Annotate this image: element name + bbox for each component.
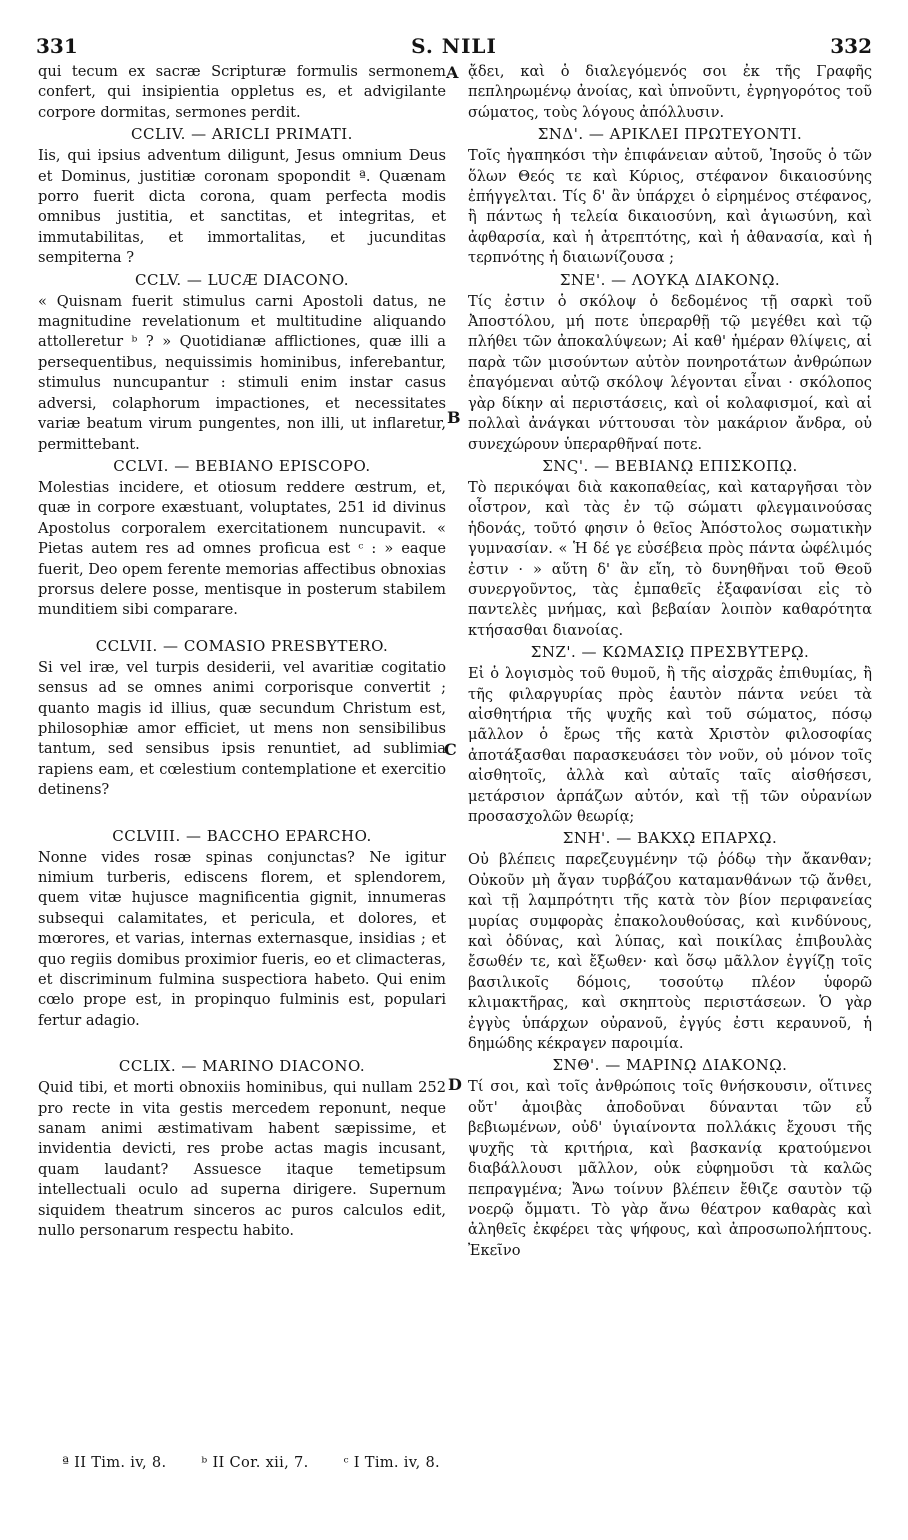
latin-section-heading: CCLV. — LUCÆ DIACONO. — [134, 270, 350, 289]
latin-section-heading: CCLVI. — BEBIANO EPISCOPO. — [113, 456, 371, 475]
latin-paragraph: Si vel iræ, vel turpis desiderii, vel avaritiæ cogitatio sensus ad se omnes animi corporisque convertit ; quanto magis id illius, quæ secundum Christum est, philosophiæ amor efficiet, ut mens non sensibilibus tantum, sed sensibus ipsis renuntiet, ad sublimia rapiens eam, et cœlestium contemplatione et exercitio detinens? — [38, 658, 446, 799]
greek-section-heading: ΣΝΗ'. — ΒΑΚΧῼ ΕΠΑΡΧῼ. — [562, 829, 778, 848]
greek-paragraph: Τοῖς ἠγαπηκόσι τὴν ἐπιφάνειαν αὐτοῦ, Ἰησοῦς ὁ τῶν ὅλων Θεός τε καὶ Κύριος, στέφανον δικαιοσύνης ἐπήγγελται. Τίς δ' ἂν ὑπάρχει ὁ εἰρημένος στέφανος, ἢ πάντως ἡ τελεία δικαιοσύνη, καὶ ἁγιωσύνη, καὶ ἀφθαρσία, καὶ ἡ ἀτρεπτότης, καὶ ἡ ἀθανασία, καὶ ἡ τερπνότης ἡ διαιωνίζουσα ; — [468, 147, 872, 267]
latin-paragraph: « Quisnam fuerit stimulus carni Apostoli datus, ne magnitudine revelationum et multitudine aliquando attolleretur ᵇ ? » Quotidianæ afflictiones, quæ illi a persequentibus, nequissimis hominibus, inferebantur, stimulus nuncupantur : stimuli enim instar casus adversi, colaphorum impactiones, et necessitates variæ beatum virum pungentes, non illi, ut inflaretur, permittebant. — [38, 292, 446, 453]
greek-paragraph: Τὸ περικόψαι διὰ κακοπαθείας, καὶ καταργῆσαι τὸν οἶστρον, καὶ τὰς ἐν τῷ σώματι φλεγμαινούσας ἡδονάς, τοῦτό φησιν ὁ θεῖος Ἀπόστολος σωματικὴν γυμνασίαν. « Ἡ δέ γε εὐσέβεια πρὸς πάντα ὠφέλιμός ἐστιν · » αὕτη δ' ἂν εἴη, τὸ δυνηθῆναι τοῦ Θεοῦ συνεργοῦντος, τὰς ἐμπαθεῖς ἐξαφανίσαι εἰς τὸ παντελὲς μνήμας, καὶ βεβαίαν λοιπὸν καθαρότητα κτήσασθαι διανοίας. — [468, 478, 872, 639]
footnotes — [62, 1454, 470, 1471]
latin-paragraph: Nonne vides rosæ spinas conjunctas? Ne igitur nimium turberis, ediscens florem, et splendorem, quem vitæ hujusce magnificentia gignit, innumeras subsequi calamitates, et pericula, et dolores, et mœrores, et varias, internas externasque, insidias ; et quo regiis domibus proximior fueris, eo et climacteras, et discriminum fulmina suspectiora habeto. Qui enim cœlo prope est, in propinquo fulminis est, populari fertur adagio. — [38, 848, 446, 1029]
footnote-c: ᶜ I Tim. iv, 8. — [343, 1454, 440, 1471]
spacer — [38, 801, 446, 825]
latin-column — [38, 62, 446, 1242]
greek-section-heading: ΣΝΘ'. — ΜΑΡΙΝῼ ΔΙΑΚΟΝῼ. — [552, 1056, 788, 1075]
latin-paragraph: Iis, qui ipsius adventum diligunt, Jesus omnium Deus et Dominus, justitiæ coronam spopondit ª. Quænam porro fuerit dicta corona, quam perfecta modis omnibus justitia, et sanctitas, et integritas, et immutabilitas, et immortalitas, et jucunditas sempiterna ? — [38, 147, 446, 267]
greek-section-heading: ΣΝϚ'. — ΒΕΒΙΑΝῼ ΕΠΙΣΚΟΠῼ. — [542, 456, 798, 475]
greek-paragraph: ᾄδει, καὶ ὁ διαλεγόμενός σοι ἐκ τῆς Γραφῆς πεπληρωμένῳ ἀνοίας, καὶ ὑπνοῦντι, ἐγρηγορότος τοῦ σώματος, τοὺς λόγους ἀπόλλυσιν. — [468, 63, 872, 121]
footnote-a: ª II Tim. iv, 8. — [62, 1454, 167, 1471]
greek-paragraph: Τί σοι, καὶ τοῖς ἀνθρώποις τοῖς θνήσκουσιν, οἵτινες οὔτ' ἀμοιβὰς ἀποδοῦναι δύνανται τῶν εὖ βεβιωμένων, οὐδ' ὑγιαίνοντα πολλάκις ἔχουσι τῆς ψυχῆς τὰ κριτήρια, καὶ βασκανίᾳ κρατούμενοι διαβάλλουσι μᾶλλον, οὐκ εὐφημοῦσι τὰ καλῶς πεπραγμένα; Ἄνω τοίνυν βλέπειν ἔθιζε σαυτὸν τῷ νοερῷ ὄμματι. Τὸ γὰρ ἄνω θέατρον καθαρὰς καὶ ἀληθεῖς ἐκφέρει τὰς ψήφους, καὶ ἀπροσωπολήπτους. Ἐκεῖνο — [468, 1078, 872, 1259]
latin-paragraph: qui tecum ex sacræ Scripturæ formulis sermonem confert, qui insipientia oppletus es, et advigilante corpore dormitas, sermones perdit. — [38, 63, 446, 121]
spacer — [38, 621, 446, 635]
greek-paragraph: Οὐ βλέπεις παρεζευγμένην τῷ ῥόδῳ τὴν ἄκανθαν; Οὐκοῦν μὴ ἄγαν τυρβάζου καταμανθάνων τῷ ἄνθει, καὶ τῇ λαμπρότητι τῆς κατὰ τὸν βίον περιφανείας μυρίας συμφορὰς ἐπακολουθούσας, καὶ κινδύνους, καὶ ὀδύνας, καὶ λύπας, καὶ ποικίλας ἐπιβουλὰς ἔσωθέν τε, καὶ ἔξωθεν· καὶ ὅσῳ μᾶλλον ἐγγίζῃ τοῖς βασιλικοῖς δόμοις, τοσούτῳ πλέον ὑφορῶ κλιμακτῆρας, καὶ σκηπτοὺς περιστάσεων. Ὁ γὰρ ἐγγὺς ὑπάρχων οὐρανοῦ, ἐγγύς ἐστι κεραυνοῦ, ἡ δημώδης κέκραγεν παροιμία. — [468, 851, 872, 1053]
latin-section-heading: CCLIX. — MARINO DIACONO. — [118, 1057, 366, 1076]
page-number-left: 331 — [36, 34, 78, 58]
footnote-b: ᵇ II Cor. xii, 7. — [201, 1454, 309, 1471]
latin-section-heading: CCLVIII. — BACCHO EPARCHO. — [112, 826, 372, 845]
margin-marker-d: D — [448, 1075, 462, 1094]
greek-section-heading: ΣΝΖ'. — ΚΩΜΑΣΙῼ ΠΡΕΣΒΥΤΕΡῼ. — [530, 643, 810, 662]
greek-paragraph: Τίς ἐστιν ὁ σκόλοψ ὁ δεδομένος τῇ σαρκὶ τοῦ Ἀποστόλου, μή ποτε ὑπεραρθῇ τῷ μεγέθει καὶ τῷ πλήθει τῶν ἀποκαλύψεων; Αἱ καθ' ἡμέραν θλίψεις, αἱ παρὰ τῶν μισούντων αὐτὸν πονηροτάτων ἀνθρώπων ἐπαγόμεναι αὐτῷ σκόλοψ λέγονται εἶναι · σκόλοπος γὰρ δίκην αἱ περιστάσεις, καὶ οἱ κολαφισμοί, καὶ αἱ πολλαὶ ἀνάγκαι νύττουσαι τὸν μακάριον ἄνδρα, οὐ συνεχώρουν ὑπεραρθῆναί ποτε. — [468, 292, 872, 453]
running-title: S. NILI — [411, 34, 497, 58]
greek-section-heading: ΣΝΕ'. — ΛΟΥΚᾼ ΔΙΑΚΟΝῼ. — [559, 270, 781, 289]
margin-marker-c: C — [444, 740, 457, 759]
latin-section-heading: CCLVII. — COMASIO PRESBYTERO. — [95, 636, 389, 655]
latin-paragraph: Molestias incidere, et otiosum reddere œstrum, et, quæ in corpore exæstuant, voluptates, 251 id divinus Apostolus corporalem exercitationem nuncupavit. « Pietas autem res ad omnes proficua est ᶜ : » eaque fuerit, Deo opem ferente memorias affectibus obnoxias prorsus delere posse, mentisque in posterum stabilem munditiem sibi comparare. — [38, 478, 446, 619]
greek-paragraph: Εἰ ὁ λογισμὸς τοῦ θυμοῦ, ἢ τῆς αἰσχρᾶς ἐπιθυμίας, ἢ τῆς φιλαργυρίας πρὸς ἑαυτὸν πάντα νεύει τὰ αἰσθητήρια τῆς ψυχῆς καὶ τοῦ σώματος, πόσῳ μᾶλλον ὁ ἔρως τῆς κατὰ Χριστὸν φιλοσοφίας ἀποτάξασθαι παρασκευάσει τὸν νοῦν, οὐ μόνον τοῖς αἰσθητοῖς, ἀλλὰ καὶ αὐταῖς ταῖς αἰσθήσεσι, μετάρσιον ἁρπάζων αὐτόν, καὶ τῇ τῶν οὐρανίων προσασχολῶν θεωρίᾳ; — [468, 665, 872, 825]
running-header — [36, 34, 872, 58]
greek-section-heading: ΣΝΔ'. — ΑΡΙΚΛΕΙ ΠΡΩΤΕΥΟΝΤΙ. — [537, 125, 803, 144]
greek-column — [468, 62, 872, 1261]
margin-marker-b: B — [447, 408, 461, 427]
latin-section-heading: CCLIV. — ARICLI PRIMATI. — [131, 125, 353, 144]
page-number-right: 332 — [830, 34, 872, 58]
margin-marker-a: A — [446, 63, 459, 82]
spacer — [38, 1031, 446, 1055]
latin-paragraph: Quid tibi, et morti obnoxiis hominibus, qui nullam 252 pro recte in vita gestis mercedem reponunt, neque sanam animi æstimativam habent sæpissime, et invidentia devicti, res probe actas magis incusant, quam laudant? Assuesce itaque temetipsum intellectuali oculo ad superna dirigere. Supernum siquidem theatrum sinceros ac puros calculos edit, nullo personarum respectu habito. — [38, 1079, 446, 1240]
